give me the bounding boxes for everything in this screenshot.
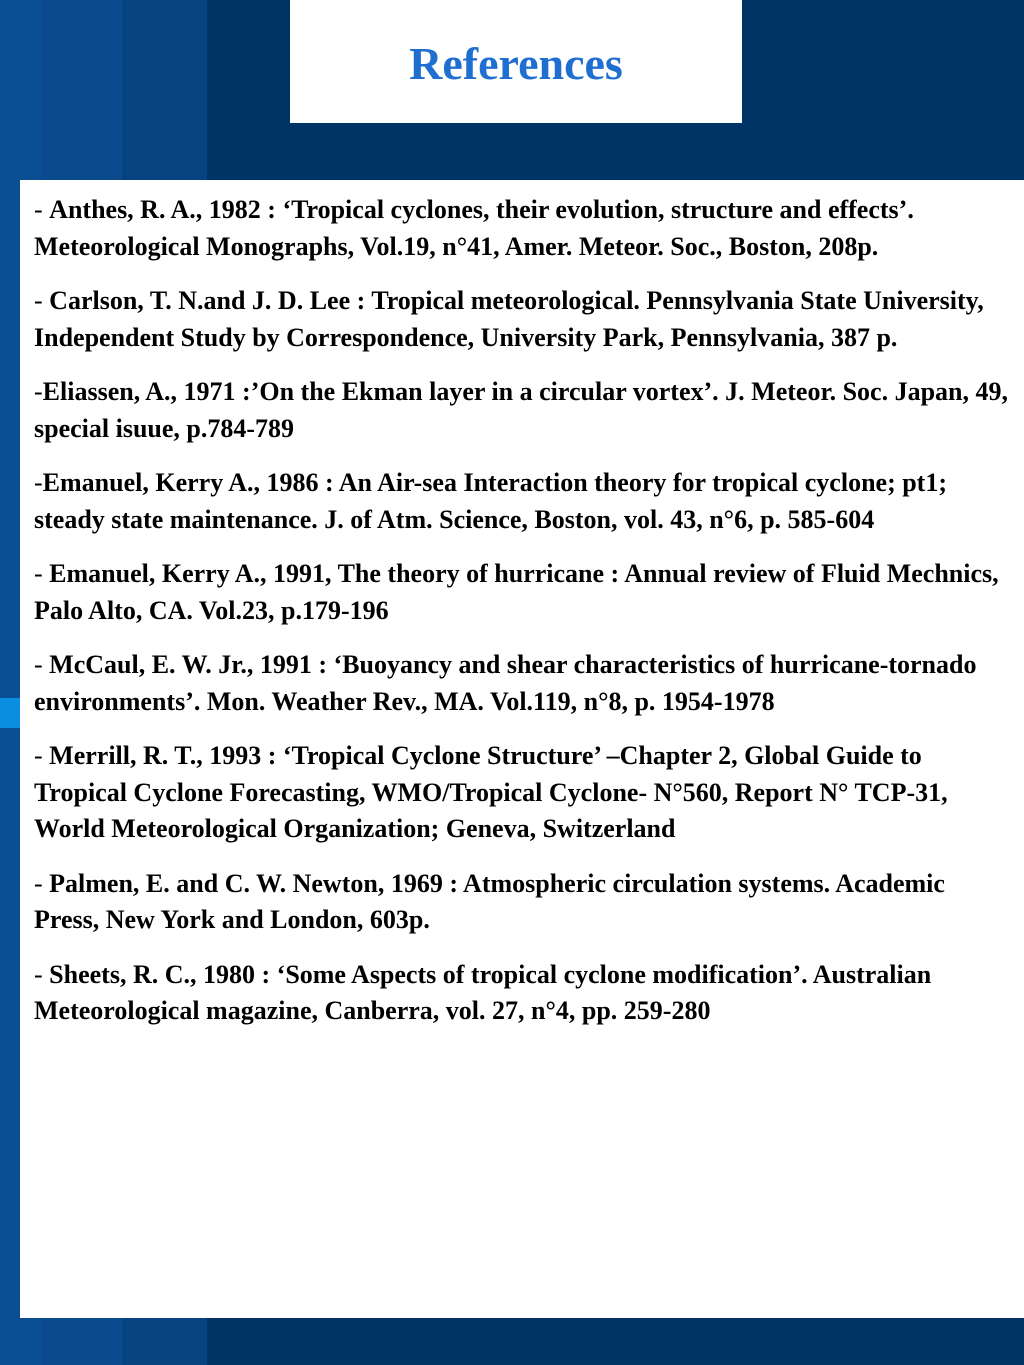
reference-item <box>34 192 1010 265</box>
list-dash: - <box>34 741 50 770</box>
reference-text: Anthes, R. A., 1982 : ‘Tropical cyclones, their evolution, structure and effects’. Meteorological Monographs, Vol.19, n°41, Amer. Meteor. Soc., Boston, 208p. <box>34 195 914 261</box>
reference-item <box>34 738 1010 848</box>
list-dash: - <box>34 650 50 679</box>
list-dash: - <box>34 195 50 224</box>
reference-item <box>34 957 1010 1030</box>
reference-item <box>34 283 1010 356</box>
reference-text: Emanuel, Kerry A., 1986 : An Air-sea Interaction theory for tropical cyclone; pt1; steady state maintenance. J. of Atm. Science, Boston, vol. 43, n°6, p. 585-604 <box>34 468 947 534</box>
reference-text: Merrill, R. T., 1993 : ‘Tropical Cyclone Structure’ –Chapter 2, Global Guide to Tropical Cyclone Forecasting, WMO/Tropical Cyclone- N°560, Report N° TCP-31, World Meteorological Organization; Geneva, Switzerland <box>34 741 948 843</box>
list-dash: - <box>34 377 43 406</box>
reference-text: Sheets, R. C., 1980 : ‘Some Aspects of tropical cyclone modification’. Australian Meteorological magazine, Canberra, vol. 27, n°4, pp. 259-280 <box>34 959 932 1025</box>
list-dash: - <box>34 868 50 898</box>
reference-item <box>34 465 1010 538</box>
reference-text: Eliassen, A., 1971 :’On the Ekman layer in a circular vortex’. J. Meteor. Soc. Japan, 49, special isuue, p.784-789 <box>34 377 1009 443</box>
reference-text: Emanuel, Kerry A., 1991, The theory of hurricane : Annual review of Fluid Mechnics, Palo Alto, CA. Vol.23, p.179-196 <box>34 559 999 625</box>
list-dash: - <box>34 559 50 588</box>
title-box <box>290 0 742 123</box>
page-title: References <box>409 38 623 89</box>
references-panel <box>20 180 1024 1318</box>
reference-item <box>34 374 1010 447</box>
list-dash: - <box>34 959 50 989</box>
reference-text: McCaul, E. W. Jr., 1991 : ‘Buoyancy and shear characteristics of hurricane-tornado environments’. Mon. Weather Rev., MA. Vol.119, n°8, p. 1954-1978 <box>34 650 977 716</box>
reference-text: Carlson, T. N.and J. D. Lee : Tropical meteorological. Pennsylvania State University, Independent Study by Correspondence, University Park, Pennsylvania, 387 p. <box>34 286 984 352</box>
reference-item <box>34 866 1010 939</box>
reference-text: Palmen, E. and C. W. Newton, 1969 : Atmospheric circulation systems. Academic Press, New York and London, 603p. <box>34 868 945 934</box>
accent-marker <box>0 698 20 728</box>
reference-item <box>34 647 1010 720</box>
list-dash: - <box>34 286 50 315</box>
list-dash: - <box>34 468 43 497</box>
reference-item <box>34 556 1010 629</box>
